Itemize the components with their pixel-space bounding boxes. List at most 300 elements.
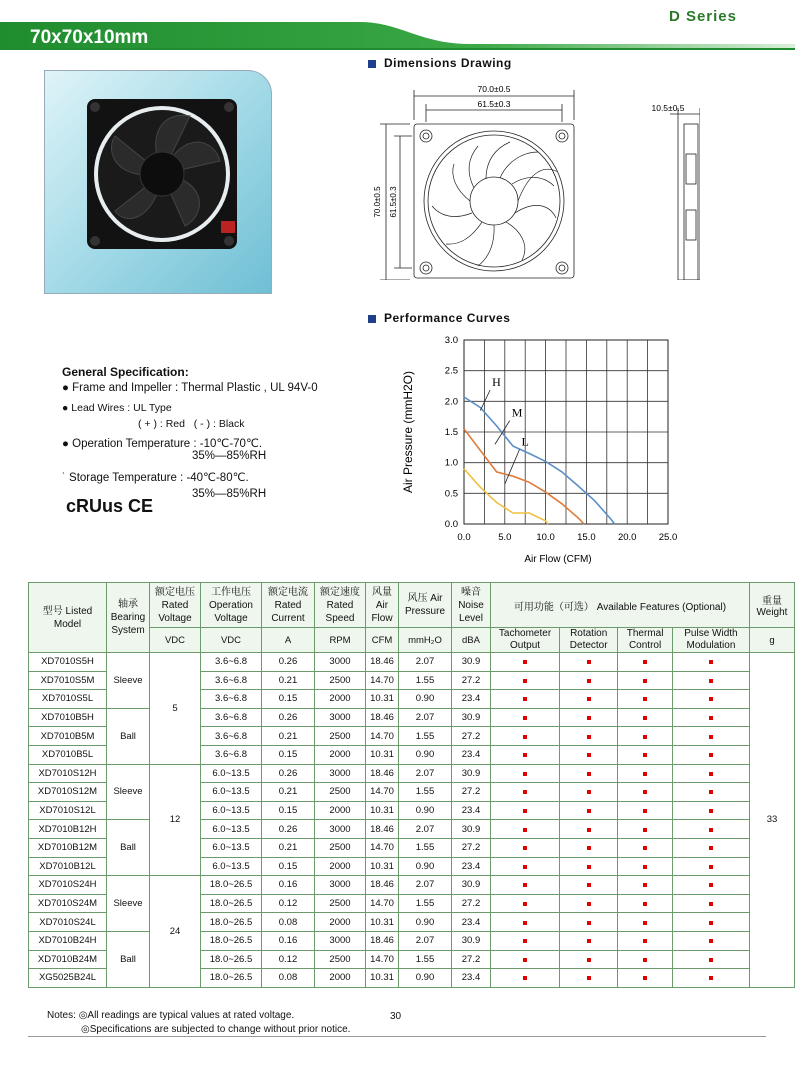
- general-specification: [62, 364, 392, 502]
- feature-cell: [672, 894, 749, 913]
- feature-available-icon: [523, 828, 527, 832]
- value-cell: 2000: [315, 801, 366, 820]
- value-cell: 14.70: [366, 783, 399, 802]
- feature-available-icon: [523, 697, 527, 701]
- value-cell: 27.2: [452, 671, 491, 690]
- value-cell: 6.0~13.5: [201, 783, 262, 802]
- unit-cell: VDC: [201, 628, 262, 653]
- value-cell: 0.15: [262, 690, 315, 709]
- model-cell: XD7010S12H: [29, 764, 107, 783]
- value-cell: 0.26: [262, 820, 315, 839]
- feature-cell: [672, 838, 749, 857]
- value-cell: 3000: [315, 764, 366, 783]
- feature-cell: [560, 838, 618, 857]
- header-weight: 重量 Weight: [750, 583, 795, 628]
- series-label-M: M: [511, 405, 523, 420]
- value-cell: 2.07: [399, 931, 452, 950]
- feature-cell: [560, 894, 618, 913]
- feature-available-icon: [523, 753, 527, 757]
- spec-st-rh: 35%—85%RH: [192, 488, 267, 500]
- header-model: 型号 Listed Model: [29, 583, 107, 653]
- value-cell: 18.46: [366, 820, 399, 839]
- spec-table: [28, 582, 795, 988]
- value-cell: 0.15: [262, 801, 315, 820]
- feature-cell: [560, 801, 618, 820]
- feature-available-icon: [643, 790, 647, 794]
- feature-cell: [672, 764, 749, 783]
- weight-cell: 33: [750, 653, 795, 988]
- feature-available-icon: [587, 883, 591, 887]
- feature-cell: [672, 820, 749, 839]
- spec-frame-text: Frame and Impeller : Thermal Plastic , UL 94V-0: [72, 382, 318, 394]
- value-cell: 30.9: [452, 931, 491, 950]
- dimensions-drawing: [370, 80, 700, 280]
- value-cell: 2500: [315, 671, 366, 690]
- value-cell: 0.16: [262, 876, 315, 895]
- model-cell: XD7010S12L: [29, 801, 107, 820]
- feature-available-icon: [587, 865, 591, 869]
- feature-available-icon: [523, 883, 527, 887]
- value-cell: 0.12: [262, 894, 315, 913]
- section-square-icon: [368, 60, 376, 68]
- model-cell: XD7010B5M: [29, 727, 107, 746]
- feature-available-icon: [587, 939, 591, 943]
- value-cell: 23.4: [452, 801, 491, 820]
- value-cell: 30.9: [452, 653, 491, 672]
- table-row: [29, 764, 795, 783]
- feature-available-icon: [587, 772, 591, 776]
- spec-lead-type: UL Type: [133, 402, 172, 414]
- feature-available-icon: [523, 809, 527, 813]
- feature-available-icon: [587, 828, 591, 832]
- value-cell: 0.90: [399, 801, 452, 820]
- feature-available-icon: [709, 902, 713, 906]
- feature-cell: [672, 671, 749, 690]
- feature-cell: [618, 671, 673, 690]
- bearing-cell: Ball: [107, 820, 150, 876]
- value-cell: 0.08: [262, 913, 315, 932]
- unit-cell: CFM: [366, 628, 399, 653]
- header-noise: 噪音 Noise Level: [452, 583, 491, 628]
- feature-available-icon: [587, 697, 591, 701]
- y-tick-label: 0.5: [444, 488, 458, 500]
- feature-available-icon: [523, 902, 527, 906]
- feature-available-icon: [709, 828, 713, 832]
- bearing-cell: Ball: [107, 931, 150, 987]
- performance-heading: [368, 311, 510, 325]
- feature-cell: [560, 913, 618, 932]
- feature-available-icon: [587, 846, 591, 850]
- value-cell: 0.12: [262, 950, 315, 969]
- value-cell: 0.08: [262, 969, 315, 988]
- value-cell: 30.9: [452, 820, 491, 839]
- value-cell: 14.70: [366, 894, 399, 913]
- feature-available-icon: [643, 865, 647, 869]
- value-cell: 0.15: [262, 745, 315, 764]
- spec-op-temp-text: Operation Temperature : -10℃-70℃.: [72, 438, 263, 450]
- feature-header: Tachometer Output: [491, 628, 560, 653]
- model-cell: XD7010B12M: [29, 838, 107, 857]
- header-bearing: 轴承 Bearing System: [107, 583, 150, 653]
- model-cell: XD7010B24M: [29, 950, 107, 969]
- feature-available-icon: [643, 753, 647, 757]
- value-cell: 3.6~6.8: [201, 653, 262, 672]
- model-cell: XD7010S5H: [29, 653, 107, 672]
- feature-cell: [618, 969, 673, 988]
- value-cell: 14.70: [366, 727, 399, 746]
- y-axis-label: Air Pressure (mmH2O): [401, 370, 415, 494]
- feature-available-icon: [523, 921, 527, 925]
- feature-cell: [491, 876, 560, 895]
- value-cell: 2.07: [399, 708, 452, 727]
- voltage-cell: 5: [150, 653, 201, 765]
- spec-lead: ● Lead Wires : UL Type: [62, 402, 172, 414]
- feature-cell: [672, 931, 749, 950]
- feature-available-icon: [587, 790, 591, 794]
- x-tick-label: 20.0: [617, 532, 637, 543]
- feature-cell: [560, 876, 618, 895]
- unit-cell: g: [750, 628, 795, 653]
- model-cell: XD7010S24H: [29, 876, 107, 895]
- value-cell: 6.0~13.5: [201, 838, 262, 857]
- feature-available-icon: [643, 697, 647, 701]
- value-cell: 23.4: [452, 913, 491, 932]
- header-speed: 额定速度 Rated Speed: [315, 583, 366, 628]
- feature-cell: [560, 857, 618, 876]
- feature-available-icon: [587, 735, 591, 739]
- value-cell: 18.46: [366, 653, 399, 672]
- value-cell: 2500: [315, 894, 366, 913]
- value-cell: 2.07: [399, 653, 452, 672]
- value-cell: 3000: [315, 653, 366, 672]
- feature-cell: [672, 876, 749, 895]
- value-cell: 0.26: [262, 653, 315, 672]
- certification-logos: cRUus CE: [66, 496, 154, 516]
- value-cell: 2.07: [399, 820, 452, 839]
- feature-available-icon: [643, 976, 647, 980]
- notes: [47, 1009, 350, 1037]
- header-current: 额定电流 Rated Current: [262, 583, 315, 628]
- feature-cell: [560, 745, 618, 764]
- feature-available-icon: [709, 976, 713, 980]
- unit-cell: mmH₂O: [399, 628, 452, 653]
- value-cell: 18.0~26.5: [201, 950, 262, 969]
- value-cell: 30.9: [452, 876, 491, 895]
- feature-available-icon: [587, 921, 591, 925]
- section-square-icon: [368, 315, 376, 323]
- value-cell: 1.55: [399, 727, 452, 746]
- value-cell: 1.55: [399, 838, 452, 857]
- value-cell: 14.70: [366, 671, 399, 690]
- value-cell: 2000: [315, 857, 366, 876]
- value-cell: 2500: [315, 838, 366, 857]
- product-photo: [44, 70, 272, 294]
- x-axis-label: Air Flow (CFM): [524, 554, 592, 565]
- feature-available-icon: [643, 772, 647, 776]
- feature-available-icon: [643, 921, 647, 925]
- value-cell: 3.6~6.8: [201, 690, 262, 709]
- y-tick-label: 2.0: [444, 396, 458, 408]
- value-cell: 18.0~26.5: [201, 931, 262, 950]
- feature-header: Thermal Control: [618, 628, 673, 653]
- table-row: [29, 820, 795, 839]
- feature-cell: [618, 690, 673, 709]
- feature-cell: [618, 894, 673, 913]
- feature-available-icon: [643, 716, 647, 720]
- feature-cell: [618, 745, 673, 764]
- feature-cell: [560, 671, 618, 690]
- voltage-cell: 24: [150, 876, 201, 988]
- feature-cell: [672, 727, 749, 746]
- value-cell: 14.70: [366, 838, 399, 857]
- feature-cell: [618, 857, 673, 876]
- feature-cell: [560, 950, 618, 969]
- value-cell: 23.4: [452, 857, 491, 876]
- value-cell: 2000: [315, 969, 366, 988]
- value-cell: 23.4: [452, 969, 491, 988]
- model-cell: XD7010B12H: [29, 820, 107, 839]
- model-cell: XD7010B24H: [29, 931, 107, 950]
- feature-available-icon: [709, 883, 713, 887]
- feature-cell: [618, 764, 673, 783]
- feature-available-icon: [709, 790, 713, 794]
- feature-available-icon: [643, 735, 647, 739]
- spec-op-rh: 35%—85%RH: [192, 450, 267, 462]
- feature-available-icon: [523, 716, 527, 720]
- feature-cell: [618, 708, 673, 727]
- value-cell: 10.31: [366, 969, 399, 988]
- dim-thickness: 10.5±0.5: [651, 103, 685, 113]
- feature-available-icon: [643, 809, 647, 813]
- feature-available-icon: [709, 865, 713, 869]
- feature-cell: [491, 708, 560, 727]
- feature-available-icon: [643, 846, 647, 850]
- page-number: 30: [390, 1011, 402, 1022]
- model-cell: XD7010S5L: [29, 690, 107, 709]
- value-cell: 2000: [315, 745, 366, 764]
- feature-available-icon: [709, 753, 713, 757]
- performance-chart: [398, 328, 688, 576]
- value-cell: 0.21: [262, 727, 315, 746]
- feature-available-icon: [523, 772, 527, 776]
- table-row: [29, 931, 795, 950]
- value-cell: 23.4: [452, 745, 491, 764]
- value-cell: 2.07: [399, 764, 452, 783]
- dim-height-inner: 61.5±0.3: [389, 186, 398, 218]
- value-cell: 0.90: [399, 745, 452, 764]
- value-cell: 18.46: [366, 931, 399, 950]
- feature-cell: [560, 783, 618, 802]
- feature-cell: [618, 876, 673, 895]
- feature-available-icon: [587, 753, 591, 757]
- value-cell: 23.4: [452, 690, 491, 709]
- feature-available-icon: [523, 846, 527, 850]
- notes-line2: ◎Specifications are subjected to change without prior notice.: [81, 1024, 351, 1035]
- feature-available-icon: [709, 958, 713, 962]
- feature-available-icon: [643, 958, 647, 962]
- unit-cell: VDC: [150, 628, 201, 653]
- value-cell: 2500: [315, 950, 366, 969]
- value-cell: 2000: [315, 913, 366, 932]
- dimensions-heading-text: Dimensions Drawing: [384, 56, 512, 70]
- feature-cell: [491, 950, 560, 969]
- spec-st-temp-text: Storage Temperature : -40℃-80℃.: [69, 472, 249, 484]
- dim-height-outer: 70.0±0.5: [373, 186, 382, 218]
- value-cell: 0.90: [399, 969, 452, 988]
- feature-cell: [560, 820, 618, 839]
- spec-lead-label: Lead Wires :: [71, 402, 131, 414]
- feature-available-icon: [523, 790, 527, 794]
- table-row: [29, 653, 795, 672]
- value-cell: 0.90: [399, 913, 452, 932]
- y-tick-label: 2.5: [444, 365, 458, 377]
- value-cell: 10.31: [366, 801, 399, 820]
- performance-heading-text: Performance Curves: [384, 311, 511, 325]
- feature-cell: [491, 969, 560, 988]
- spec-lead-colors: [62, 416, 392, 432]
- table-row: [29, 876, 795, 895]
- value-cell: 10.31: [366, 913, 399, 932]
- feature-cell: [672, 690, 749, 709]
- feature-cell: [491, 671, 560, 690]
- bearing-cell: Sleeve: [107, 653, 150, 709]
- feature-available-icon: [709, 846, 713, 850]
- feature-cell: [618, 653, 673, 672]
- feature-available-icon: [709, 697, 713, 701]
- feature-available-icon: [709, 679, 713, 683]
- feature-available-icon: [587, 902, 591, 906]
- feature-cell: [560, 708, 618, 727]
- header-features: 可用功能（可选） Available Features (Optional): [491, 583, 750, 628]
- x-tick-label: 15.0: [577, 532, 596, 543]
- value-cell: 1.55: [399, 671, 452, 690]
- value-cell: 27.2: [452, 894, 491, 913]
- feature-available-icon: [709, 939, 713, 943]
- feature-cell: [491, 857, 560, 876]
- feature-available-icon: [709, 809, 713, 813]
- feature-cell: [618, 801, 673, 820]
- feature-available-icon: [587, 679, 591, 683]
- value-cell: 30.9: [452, 708, 491, 727]
- feature-available-icon: [587, 716, 591, 720]
- feature-available-icon: [643, 939, 647, 943]
- bearing-cell: Ball: [107, 708, 150, 764]
- value-cell: 6.0~13.5: [201, 764, 262, 783]
- unit-cell: A: [262, 628, 315, 653]
- value-cell: 3000: [315, 876, 366, 895]
- feature-cell: [672, 969, 749, 988]
- value-cell: 27.2: [452, 950, 491, 969]
- value-cell: 0.21: [262, 671, 315, 690]
- feature-available-icon: [587, 976, 591, 980]
- feature-cell: [672, 801, 749, 820]
- x-tick-label: 5.0: [498, 532, 512, 543]
- dim-width-inner: 61.5±0.3: [477, 99, 511, 109]
- y-tick-label: 1.0: [444, 457, 458, 469]
- spec-heading: General Specification:: [62, 365, 189, 379]
- feature-available-icon: [523, 679, 527, 683]
- table-row: [29, 708, 795, 727]
- value-cell: 0.26: [262, 708, 315, 727]
- header-op_voltage: 工作电压 Operation Voltage: [201, 583, 262, 628]
- feature-cell: [491, 801, 560, 820]
- value-cell: 18.0~26.5: [201, 876, 262, 895]
- value-cell: 18.0~26.5: [201, 894, 262, 913]
- value-cell: 0.16: [262, 931, 315, 950]
- feature-available-icon: [523, 660, 527, 664]
- spec-st-temp: ˙ Storage Temperature : -40℃-80℃.: [62, 472, 249, 484]
- feature-available-icon: [709, 660, 713, 664]
- feature-cell: [491, 783, 560, 802]
- feature-cell: [491, 653, 560, 672]
- feature-available-icon: [709, 921, 713, 925]
- value-cell: 2.07: [399, 876, 452, 895]
- feature-cell: [618, 950, 673, 969]
- value-cell: 3000: [315, 820, 366, 839]
- spec-frame: ● Frame and Impeller : Thermal Plastic , UL 94V-0: [62, 382, 318, 394]
- value-cell: 30.9: [452, 764, 491, 783]
- feature-cell: [672, 857, 749, 876]
- value-cell: 3.6~6.8: [201, 671, 262, 690]
- feature-cell: [672, 653, 749, 672]
- value-cell: 0.90: [399, 857, 452, 876]
- feature-cell: [491, 913, 560, 932]
- header-pressure: 风压 Air Pressure: [399, 583, 452, 628]
- dimensions-heading: [368, 56, 512, 70]
- feature-available-icon: [523, 958, 527, 962]
- bearing-cell: Sleeve: [107, 764, 150, 820]
- feature-cell: [491, 894, 560, 913]
- value-cell: 18.0~26.5: [201, 969, 262, 988]
- value-cell: 1.55: [399, 894, 452, 913]
- feature-available-icon: [643, 902, 647, 906]
- value-cell: 27.2: [452, 838, 491, 857]
- value-cell: 3000: [315, 708, 366, 727]
- feature-cell: [618, 820, 673, 839]
- model-cell: XD7010S24L: [29, 913, 107, 932]
- y-tick-label: 0.0: [444, 519, 458, 530]
- header-rated_voltage: 额定电压 Rated Voltage: [150, 583, 201, 628]
- value-cell: 6.0~13.5: [201, 820, 262, 839]
- unit-cell: RPM: [315, 628, 366, 653]
- value-cell: 3.6~6.8: [201, 745, 262, 764]
- spec-lead-pos: ( + ) : Red: [138, 418, 185, 430]
- feature-cell: [618, 727, 673, 746]
- value-cell: 0.15: [262, 857, 315, 876]
- feature-cell: [491, 931, 560, 950]
- value-cell: 0.26: [262, 764, 315, 783]
- model-cell: XD7010S5M: [29, 671, 107, 690]
- feature-available-icon: [709, 772, 713, 776]
- feature-cell: [672, 745, 749, 764]
- fan-photo-graphic: [45, 71, 271, 293]
- value-cell: 10.31: [366, 690, 399, 709]
- y-tick-label: 1.5: [444, 427, 458, 438]
- dim-width-outer: 70.0±0.5: [477, 84, 511, 94]
- feature-cell: [560, 727, 618, 746]
- feature-cell: [491, 727, 560, 746]
- value-cell: 27.2: [452, 783, 491, 802]
- feature-cell: [491, 820, 560, 839]
- x-tick-label: 0.0: [457, 532, 471, 543]
- series-label-H: H: [492, 375, 501, 389]
- feature-cell: [491, 838, 560, 857]
- feature-available-icon: [523, 735, 527, 739]
- feature-cell: [672, 913, 749, 932]
- footer-divider: [28, 1036, 766, 1037]
- feature-cell: [491, 764, 560, 783]
- model-cell: XD7010B5L: [29, 745, 107, 764]
